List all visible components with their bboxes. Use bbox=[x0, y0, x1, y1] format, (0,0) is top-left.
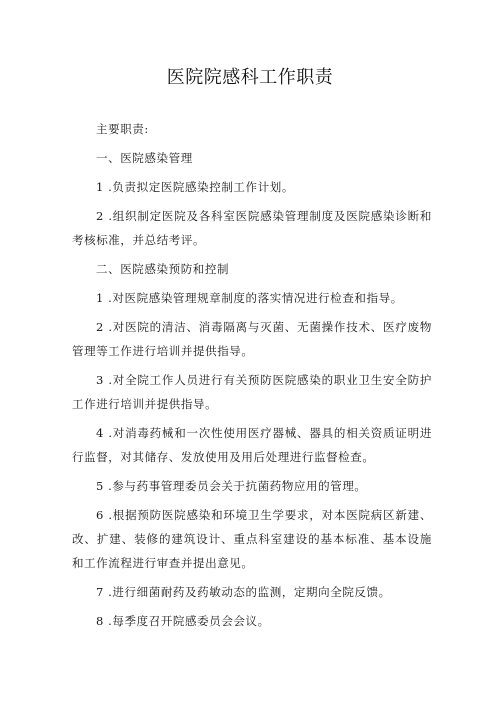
paragraph-1-1: 1 .负责拟定医院感染控制工作计划。 bbox=[96, 180, 294, 194]
paragraph-2-2: 2 .对医院的清洁、消毒隔离与灭菌、无菌操作技术、医疗废物管理等工作进行培训并提供指导。 bbox=[72, 320, 432, 358]
section-heading-1: 一、医院感染管理 bbox=[96, 151, 193, 165]
paragraph-2-3: 3 .对全院工作人员进行有关预防医院感染的职业卫生安全防护工作进行培训并提供指导。 bbox=[72, 373, 432, 411]
document-title: 医院院感科工作职责 bbox=[166, 67, 334, 88]
paragraph-2-5: 5 .参与药事管理委员会关于抗菌药物应用的管理。 bbox=[96, 479, 367, 493]
paragraph-2-7: 7 .进行细菌耐药及药敏动态的监测，定期向全院反馈。 bbox=[96, 585, 391, 599]
document-body bbox=[72, 117, 432, 633]
paragraph-2-4: 4 .对消毒药械和一次性使用医疗器械、器具的相关资质证明进行监督，对其储存、发放使用及用后处理进行监督检查。 bbox=[72, 426, 432, 464]
paragraph-1-2: 2 .组织制定医院及各科室医院感染管理制度及医院感染诊断和考核标准，并总结考评。 bbox=[72, 209, 432, 247]
section-intro: 主要职责: bbox=[96, 122, 149, 136]
section-heading-2: 二、医院感染预防和控制 bbox=[96, 262, 230, 276]
paragraph-2-8: 8 .每季度召开院感委员会会议。 bbox=[96, 614, 270, 628]
paragraph-2-6: 6 .根据预防医院感染和环境卫生学要求，对本医院病区新建、改、扩建、装修的建筑设计、重点科室建设的基本标准、基本设施和工作流程进行审查并提出意见。 bbox=[72, 508, 432, 570]
paragraph-2-1: 1 .对医院感染管理规章制度的落实情况进行检查和指导。 bbox=[96, 291, 403, 305]
